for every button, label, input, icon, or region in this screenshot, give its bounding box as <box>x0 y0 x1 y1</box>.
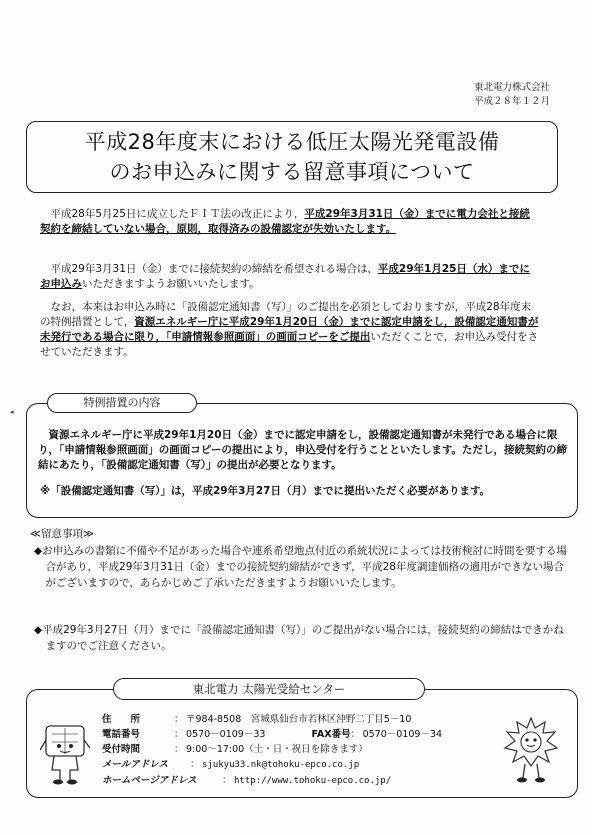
margin-mark: ◂ <box>10 408 14 416</box>
title-line-1: 平成28年度末における低圧太陽光発電設備 <box>84 130 500 154</box>
contact-info <box>102 712 442 789</box>
address-label: 住 所 <box>102 714 141 725</box>
fax-label: FAX番号 <box>311 729 351 740</box>
mail-label: メールアドレス <box>102 759 169 770</box>
mascot-right-icon <box>503 716 559 786</box>
special-measure-text: 資源エネルギー庁に平成29年1月20日（金）までに認定申請をし，設備認定通知書が未発行である場合に限り，「申請情報参照画面」の画面コピーの提出により，申込受付を行うことといたします。ただし，接続契約の締結にあたり，「設備認定通知書（写）」の提出が必要となります。 <box>38 429 567 471</box>
web-label: ホームページアドレス <box>102 775 197 786</box>
notes-item-1: ◆お申込みの書類に不備や不足があった場合や連系希望地点付近の系統状況によっては技術検討に時間を要する場合があり，平成29年3月31日（金）までの接続契約締結ができず，平成28年度調達価格の適用ができない場合がございますので，あらかじめご了承いただきますようお願いいたします。 <box>34 545 567 589</box>
paragraph-deadline-text: 平成29年3月31日（金）までに接続契約の締結を希望される場合は， <box>50 263 378 275</box>
issuer-block <box>474 81 550 109</box>
paragraph-special-tail: いただくことで，お申込み受付をさせていただきます。 <box>40 331 539 358</box>
issuer-company: 東北電力株式会社 <box>473 82 550 93</box>
phone-value: 0570－0109－33 <box>186 729 266 740</box>
notes-heading: ≪留意事項≫ <box>30 528 94 540</box>
hours-label: 受付時間 <box>102 744 141 755</box>
phone-label: 電話番号 <box>102 729 141 740</box>
contact-center-name: 東北電力 太陽光受給センター <box>113 678 425 700</box>
contact-address-row: 住 所 ： 〒984-8508 宮城県仙台市若林区沖野二丁目5－10 <box>102 714 412 725</box>
paragraph-fit-law-text: 平成28年5月25日に成立したＦＩＴ法の改正により， <box>50 208 305 220</box>
web-link[interactable]: http://www.tohoku-epco.co.jp/ <box>234 776 392 786</box>
hours-value: 9:00～17:00（土・日・祝日を除きます） <box>186 744 368 755</box>
special-measure-heading: 特例措置の内容 <box>47 393 197 413</box>
mail-link[interactable]: sjukyu33.nk@tohoku-epco.co.jp <box>202 760 360 770</box>
issue-date: 平成２８年１２月 <box>473 96 550 107</box>
contact-phone-row: 電話番号 ： 0570－0109－33 FAX番号： 0570－0109－34 <box>102 729 443 740</box>
title-box <box>26 121 558 193</box>
title-line-2: のお申込みに関する留意事項について <box>109 160 475 184</box>
paragraph-fit-law <box>40 207 540 237</box>
paragraph-deadline-emphasis: 平成29年1月25日（水）までにお申込み <box>40 263 530 290</box>
notes-item-2: ◆平成29年3月27日（月）までに「設備認定通知書（写）」のご提出がない場合には，接続契約の締結はできかねますのでご注意ください。 <box>34 624 564 652</box>
contact-mail-row: メールアドレス ： sjukyu33.nk@tohoku-epco.co.jp <box>102 759 360 770</box>
address-value: 〒984-8508 宮城県仙台市若林区沖野二丁目5－10 <box>186 714 412 725</box>
fax-value: 0570－0109－34 <box>362 729 443 740</box>
paragraph-deadline <box>40 262 540 292</box>
paragraph-special-emphasis: 資源エネルギー庁に平成29年1月20日（金）までに認定申請をし，設備認定通知書が未発行である場合に限り，「申請情報参照画面」の画面コピーをご提出 <box>40 316 539 343</box>
contact-web-row: ホームページアドレス ： http://www.tohoku-epco.co.jp/ <box>102 775 392 786</box>
paragraph-special-note <box>40 300 540 360</box>
paragraph-fit-law-emphasis: 平成29年3月31日（金）までに電力会社と接続契約を締結していない場合，原則，取得済みの設備認定が失効いたします。 <box>40 208 530 235</box>
special-measure-note: ※「設備認定通知書（写）」は，平成29年3月27日（月）までに提出いただく必要があります。 <box>40 485 491 497</box>
mascot-left-icon <box>40 722 90 786</box>
paragraph-deadline-tail: いただきますようお願いいたします。 <box>82 278 260 290</box>
paragraph-special-text: なお，本来はお申込み時に「設備認定通知書（写）」のご提出を必須としておりますが，平成28年度末の特例措置として， <box>40 301 532 328</box>
contact-hours-row: 受付時間 ： 9:00～17:00（土・日・祝日を除きます） <box>102 744 368 755</box>
